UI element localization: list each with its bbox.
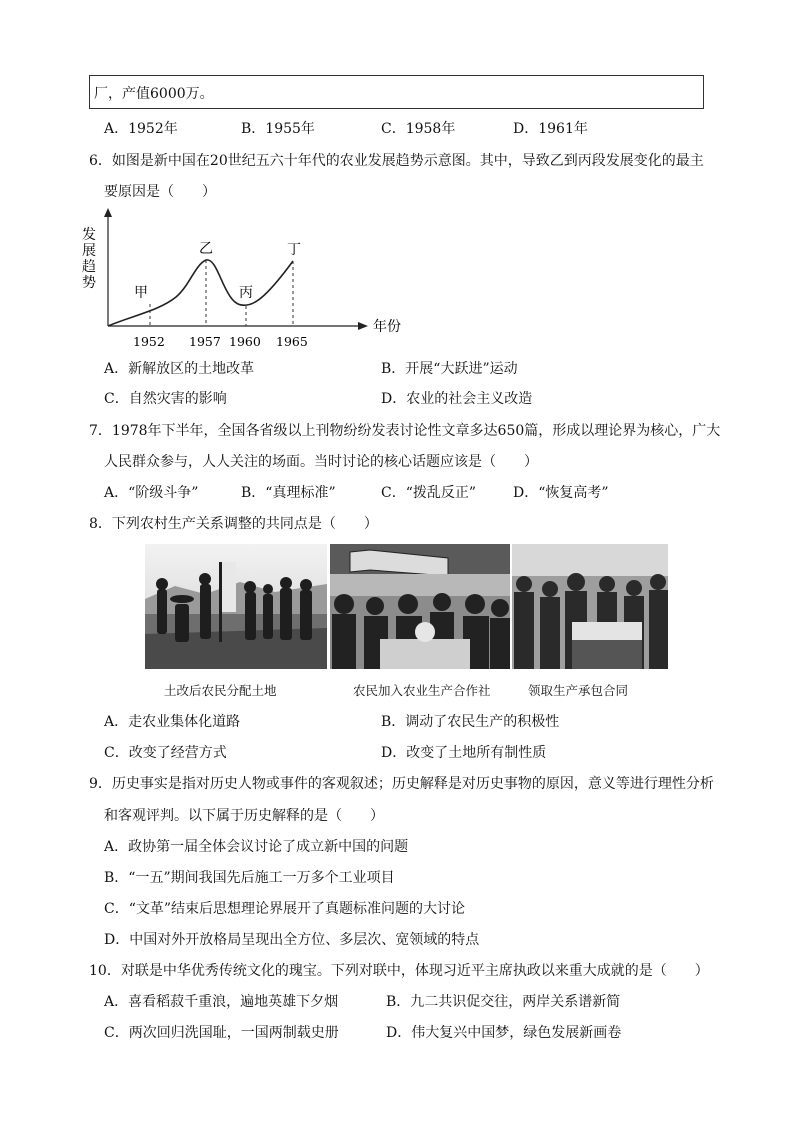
y-label-char-4: 势 bbox=[82, 275, 96, 291]
q5-option-c[interactable]: C．1958年 bbox=[381, 121, 456, 137]
q10-option-c[interactable]: C．两次回归洗国耻，一国两制载史册 bbox=[104, 1025, 339, 1041]
caption-contract: 领取生产承包合同 bbox=[528, 683, 629, 698]
q6-option-b[interactable]: B．开展“大跃进”运动 bbox=[381, 361, 518, 377]
y-label-char-1: 发 bbox=[82, 227, 96, 243]
caption-cooperative: 农民加入农业生产合作社 bbox=[353, 683, 491, 698]
q8-stem: 8．下列农村生产关系调整的共同点是（ ） bbox=[89, 516, 378, 532]
q5-option-b[interactable]: B．1955年 bbox=[241, 121, 315, 137]
q10-option-b[interactable]: B．九二共识促交往，两岸关系谱新简 bbox=[386, 994, 621, 1010]
q5-option-d[interactable]: D．1961年 bbox=[513, 121, 588, 137]
q9-option-b[interactable]: B．“一五”期间我国先后施工一万多个工业项目 bbox=[104, 870, 395, 886]
photo-contract-signing bbox=[512, 544, 668, 669]
q10-option-d[interactable]: D．伟大复兴中国梦，绿色发展新画卷 bbox=[386, 1025, 622, 1041]
material-box bbox=[89, 75, 704, 109]
point-jia: 甲 bbox=[134, 285, 148, 301]
q10-stem: 10．对联是中华优秀传统文化的瑰宝。下列对联中，体现习近平主席执政以来重大成就的是（ ） bbox=[89, 963, 709, 979]
q7-option-b[interactable]: B．“真理标准” bbox=[241, 485, 336, 501]
q10-option-a[interactable]: A．喜看稻菽千重浪，遍地英雄下夕烟 bbox=[104, 994, 339, 1010]
q7-option-c[interactable]: C．“拨乱反正” bbox=[381, 485, 477, 501]
q5-option-a[interactable]: A．1952年 bbox=[104, 121, 178, 137]
q6-stem-line1: 6．如图是新中国在20世纪五六十年代的农业发展趋势示意图。其中，导致乙到丙段发展变化的最主 bbox=[89, 153, 704, 169]
tick-1960: 1960 bbox=[229, 334, 261, 349]
q7-option-a[interactable]: A．“阶级斗争” bbox=[104, 485, 199, 501]
q9-option-d[interactable]: D．中国对外开放格局呈现出全方位、多层次、宽领域的特点 bbox=[104, 932, 480, 948]
q7-stem-line2: 人民群众参与，人人关注的场面。当时讨论的核心话题应该是（ ） bbox=[104, 454, 538, 470]
caption-land-distribution: 土改后农民分配土地 bbox=[164, 683, 277, 698]
agriculture-trend-diagram bbox=[80, 205, 420, 355]
q9-stem-line1: 9．历史事实是指对历史人物或事件的客观叙述；历史解释是对历史事物的原因，意义等进行理性分析 bbox=[89, 776, 714, 792]
photo-land-distribution bbox=[145, 544, 327, 669]
q8-option-d[interactable]: D．改变了土地所有制性质 bbox=[381, 745, 547, 761]
q9-option-a[interactable]: A．政协第一届全体会议讨论了成立新中国的问题 bbox=[104, 839, 409, 855]
q6-option-c[interactable]: C．自然灾害的影响 bbox=[104, 391, 227, 407]
y-label-char-2: 展 bbox=[82, 243, 96, 259]
q7-stem-line1: 7．1978年下半年，全国各省级以上刊物纷纷发表讨论性文章多达650篇，形成以理论界为核心，广大 bbox=[89, 423, 721, 439]
photo-cooperative-joining bbox=[330, 544, 510, 669]
tick-1957: 1957 bbox=[189, 334, 221, 349]
x-axis-label: 年份 bbox=[373, 319, 401, 335]
point-yi: 乙 bbox=[199, 241, 213, 257]
q8-option-c[interactable]: C．改变了经营方式 bbox=[104, 745, 227, 761]
point-ding: 丁 bbox=[287, 242, 301, 258]
q6-stem-line2: 要原因是（ ） bbox=[104, 184, 216, 200]
tick-1965: 1965 bbox=[276, 334, 308, 349]
q7-option-d[interactable]: D．“恢复高考” bbox=[513, 485, 609, 501]
q8-option-b[interactable]: B．调动了农民生产的积极性 bbox=[381, 714, 560, 730]
point-bing: 丙 bbox=[239, 285, 253, 301]
q9-option-c[interactable]: C．“文革”结束后思想理论界展开了真题标准问题的大讨论 bbox=[104, 901, 466, 917]
q6-option-d[interactable]: D．农业的社会主义改造 bbox=[381, 391, 533, 407]
material-text: 厂，产值6000万。 bbox=[94, 86, 214, 102]
y-axis-arrow bbox=[104, 208, 112, 217]
q6-option-a[interactable]: A．新解放区的土地改革 bbox=[104, 361, 255, 377]
q9-stem-line2: 和客观评判。以下属于历史解释的是（ ） bbox=[104, 808, 384, 824]
q8-option-a[interactable]: A．走农业集体化道路 bbox=[104, 714, 241, 730]
x-axis-arrow bbox=[358, 322, 368, 330]
tick-1952: 1952 bbox=[133, 334, 165, 349]
y-label-char-3: 趋 bbox=[82, 259, 96, 275]
